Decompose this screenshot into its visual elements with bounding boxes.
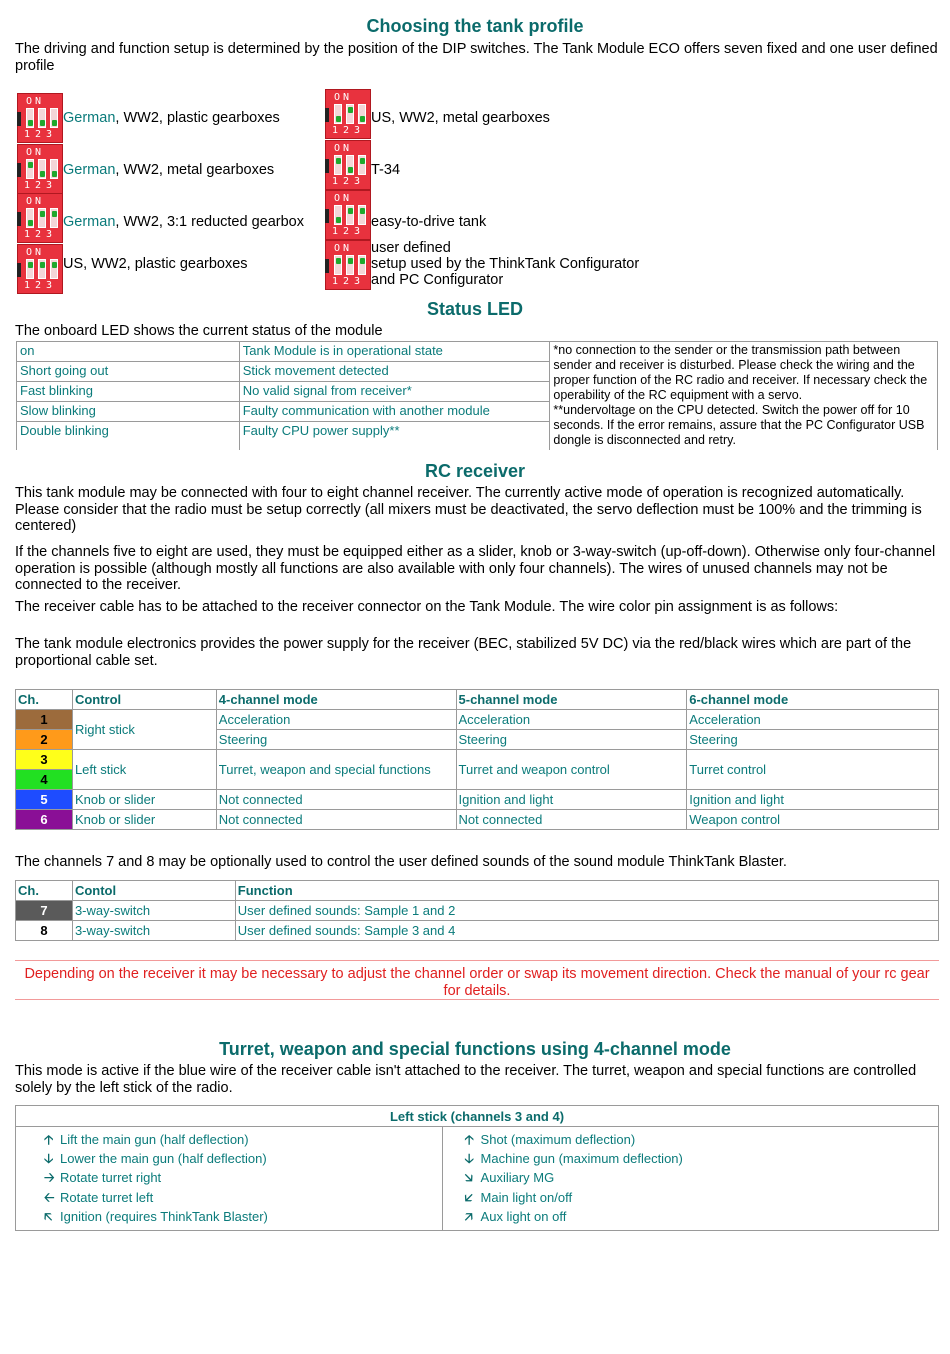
function-cell: User defined sounds: Sample 3 and 4 bbox=[235, 921, 938, 941]
table-row bbox=[17, 342, 938, 362]
rc-paragraph-1: This tank module may be connected with four to eight channel receiver. The currently active mode of operation is recognized automatically. Please consider that the radio must be setup correctly (all mixers must be deactivated, the servo deflection must be 100% and the trimming is centered) bbox=[15, 485, 922, 534]
cell-6ch: Steering bbox=[687, 730, 939, 750]
function-item bbox=[44, 1149, 442, 1168]
led-meaning: Faulty communication with another module bbox=[239, 402, 550, 422]
dip-connector bbox=[17, 163, 21, 177]
left-stick-title: Left stick (channels 3 and 4) bbox=[16, 1106, 939, 1127]
dip-lever bbox=[358, 205, 366, 225]
dip-lever bbox=[346, 205, 354, 225]
profile-text-line: and PC Configurator bbox=[371, 272, 504, 288]
profile-text: US, WW2, plastic gearboxes bbox=[63, 256, 248, 272]
dip-lever bbox=[50, 208, 58, 228]
left-stick-col-left bbox=[16, 1127, 443, 1231]
table-row bbox=[16, 901, 939, 921]
led-meaning: Tank Module is in operational state bbox=[239, 342, 550, 362]
function-label: Rotate turret right bbox=[60, 1170, 162, 1186]
arrow-icon: 🡦 bbox=[464, 1170, 473, 1186]
dip-numbers: 123 bbox=[24, 229, 58, 240]
dip-lever bbox=[38, 159, 46, 179]
profile-label bbox=[63, 162, 274, 178]
dip-on-label: ON bbox=[26, 96, 45, 107]
function-label: Auxiliary MG bbox=[480, 1170, 555, 1186]
cell-4ch: Not connected bbox=[216, 790, 456, 810]
dip-lever bbox=[346, 155, 354, 175]
table-header-row bbox=[16, 1106, 939, 1127]
cell-5ch: Not connected bbox=[456, 810, 687, 830]
dip-switch-icon bbox=[325, 190, 371, 240]
dip-lever bbox=[38, 259, 46, 279]
profile-label bbox=[371, 162, 400, 178]
profile-text: T-34 bbox=[371, 162, 401, 178]
function-cell: User defined sounds: Sample 1 and 2 bbox=[235, 901, 938, 921]
channel-3-cell: 3 bbox=[16, 750, 73, 770]
dip-lever bbox=[334, 104, 342, 124]
profile-label bbox=[63, 256, 248, 272]
control-knob: Knob or slider bbox=[72, 810, 216, 830]
led-state: Fast blinking bbox=[17, 382, 240, 402]
left-stick-table bbox=[15, 1105, 939, 1231]
arrow-icon: 🡡 bbox=[44, 1132, 54, 1147]
dip-lever bbox=[346, 255, 354, 275]
channel-table bbox=[15, 689, 939, 830]
dip-on-label: ON bbox=[334, 193, 353, 204]
function-label: Shot (maximum deflection) bbox=[480, 1132, 636, 1147]
function-item bbox=[44, 1188, 442, 1207]
dip-switch-icon bbox=[325, 89, 371, 139]
function-item bbox=[465, 1168, 938, 1187]
profile-label bbox=[63, 110, 280, 126]
dip-on-label: ON bbox=[334, 143, 353, 154]
cell-5ch: Turret and weapon control bbox=[456, 750, 687, 790]
rc-title: RC receiver bbox=[424, 461, 526, 481]
col-header: Ch. bbox=[16, 690, 73, 710]
col-header: 6-channel mode bbox=[687, 690, 939, 710]
arrow-icon: 🡡 bbox=[464, 1132, 474, 1147]
dip-lever bbox=[50, 108, 58, 128]
status-table bbox=[16, 341, 938, 450]
dip-connector bbox=[325, 159, 329, 173]
arrow-icon: 🡥 bbox=[464, 1208, 473, 1224]
channel-4-cell: 4 bbox=[16, 770, 73, 790]
dip-switch-icon bbox=[17, 144, 63, 194]
cell-6ch: Ignition and light bbox=[687, 790, 939, 810]
dip-lever bbox=[358, 104, 366, 124]
control-cell: 3-way-switch bbox=[72, 921, 235, 941]
function-item bbox=[465, 1149, 938, 1168]
table-row bbox=[16, 750, 939, 770]
profile-text: US, WW2, metal gearboxes bbox=[371, 110, 550, 126]
dip-lever bbox=[334, 155, 342, 175]
table-row bbox=[16, 710, 939, 730]
dip-lever bbox=[50, 259, 58, 279]
cell-6ch: Acceleration bbox=[687, 710, 939, 730]
function-label: Machine gun (maximum deflection) bbox=[480, 1151, 683, 1167]
dip-switch-icon bbox=[17, 244, 63, 294]
dip-numbers: 123 bbox=[332, 276, 366, 287]
function-item bbox=[465, 1188, 938, 1207]
dip-lever bbox=[38, 108, 46, 128]
rc-paragraph-2: If the channels five to eight are used, they must be equipped either as a slider, knob or 3-way-switch (up-off-down). Otherwise only four-channel operation is possible (although mostly all functions are also available with only four channels). The wires of unused channels may not be connected to the receiver. bbox=[15, 544, 936, 593]
profile-intro: The driving and function setup is determined by the position of the DIP switches. The Tank Module ECO offers seven fixed and one user defined profile bbox=[15, 41, 938, 74]
arrow-icon: 🡧 bbox=[464, 1189, 473, 1205]
sound-channel-table bbox=[15, 880, 939, 941]
cell-6ch: Turret control bbox=[687, 750, 939, 790]
dip-switch-icon bbox=[17, 93, 63, 143]
profile-text: , WW2, plastic gearboxes bbox=[115, 110, 280, 126]
col-header: 5-channel mode bbox=[456, 690, 687, 710]
led-note-2: **undervoltage on the CPU detected. Switch the power off for 10 seconds. If the error remains, assure that the PC Configurator USB dongle is disconnected and retry. bbox=[553, 403, 925, 447]
dip-on-label: ON bbox=[334, 243, 353, 254]
led-state: Slow blinking bbox=[17, 402, 240, 422]
table-row bbox=[16, 921, 939, 941]
dip-lever bbox=[26, 159, 34, 179]
profile-text: , WW2, metal gearboxes bbox=[115, 162, 275, 178]
dip-lever bbox=[334, 255, 342, 275]
channel-1-cell: 1 bbox=[16, 710, 73, 730]
profile-text: easy-to-drive tank bbox=[371, 214, 487, 230]
col-header: Contol bbox=[72, 881, 235, 901]
profile-label bbox=[371, 214, 486, 230]
function-label: Lower the main gun (half deflection) bbox=[60, 1151, 267, 1167]
status-intro: The onboard LED shows the current status of the module bbox=[15, 323, 383, 339]
control-left-stick: Left stick bbox=[72, 750, 216, 790]
dip-connector bbox=[17, 112, 21, 126]
dip-lever bbox=[334, 205, 342, 225]
cell-6ch: Weapon control bbox=[687, 810, 939, 830]
table-row bbox=[16, 790, 939, 810]
col-header: Ch. bbox=[16, 881, 73, 901]
dip-on-label: ON bbox=[26, 196, 45, 207]
cell-5ch: Ignition and light bbox=[456, 790, 687, 810]
channel-order-warning: Depending on the receiver it may be necessary to adjust the channel order or swap its movement direction. Check the manual of your rc gear for details. bbox=[15, 960, 939, 1000]
dip-connector bbox=[17, 263, 21, 277]
dip-lever bbox=[26, 259, 34, 279]
cell-4ch: Turret, weapon and special functions bbox=[216, 750, 456, 790]
col-header: 4-channel mode bbox=[216, 690, 456, 710]
dip-numbers: 123 bbox=[24, 280, 58, 291]
channel-7-cell: 7 bbox=[16, 901, 73, 921]
profile-text-line: setup used by the ThinkTank Configurator bbox=[371, 256, 640, 272]
channel-5-cell: 5 bbox=[16, 790, 73, 810]
function-label: Rotate turret left bbox=[60, 1189, 154, 1205]
dip-switch-icon bbox=[325, 240, 371, 290]
dip-lever bbox=[358, 155, 366, 175]
cell-4ch: Acceleration bbox=[216, 710, 456, 730]
function-item bbox=[44, 1168, 442, 1187]
col-header: Control bbox=[72, 690, 216, 710]
col-header: Function bbox=[235, 881, 938, 901]
dip-lever bbox=[358, 255, 366, 275]
table-row bbox=[16, 810, 939, 830]
dip-connector bbox=[325, 108, 329, 122]
led-state: Short going out bbox=[17, 362, 240, 382]
profile-label bbox=[63, 214, 304, 230]
profile-label bbox=[371, 110, 550, 126]
cell-4ch: Steering bbox=[216, 730, 456, 750]
control-cell: 3-way-switch bbox=[72, 901, 235, 921]
dip-lever bbox=[26, 108, 34, 128]
cell-5ch: Acceleration bbox=[456, 710, 687, 730]
dip-connector bbox=[325, 259, 329, 273]
turret-title: Turret, weapon and special functions using 4-channel mode bbox=[219, 1039, 731, 1059]
function-item bbox=[44, 1130, 442, 1149]
cell-4ch: Not connected bbox=[216, 810, 456, 830]
turret-intro: This mode is active if the blue wire of the receiver cable isn't attached to the receiver. The turret, weapon and special functions are controlled solely by the left stick of the radio. bbox=[15, 1063, 917, 1096]
profile-nation: German bbox=[63, 214, 116, 230]
dip-lever bbox=[346, 104, 354, 124]
profile-nation: German bbox=[63, 162, 116, 178]
dip-numbers: 123 bbox=[332, 226, 366, 237]
led-meaning: No valid signal from receiver* bbox=[239, 382, 550, 402]
profile-label bbox=[371, 240, 639, 288]
dip-lever bbox=[26, 208, 34, 228]
function-item bbox=[465, 1130, 938, 1149]
function-label: Main light on/off bbox=[480, 1189, 573, 1205]
arrow-icon: 🡤 bbox=[44, 1208, 53, 1224]
dip-numbers: 123 bbox=[332, 176, 366, 187]
arrow-icon: 🡣 bbox=[464, 1151, 474, 1167]
rc-paragraph-4: The tank module electronics provides the power supply for the receiver (BEC, stabilized 5V DC) via the red/black wires which are part of the proportional cable set. bbox=[15, 636, 912, 669]
profile-text: user defined bbox=[371, 240, 451, 256]
table-row bbox=[16, 1127, 939, 1231]
profile-title: Choosing the tank profile bbox=[366, 16, 584, 36]
function-label: Lift the main gun (half deflection) bbox=[60, 1132, 249, 1147]
function-label: Aux light on off bbox=[480, 1208, 567, 1224]
left-stick-col-right bbox=[442, 1127, 938, 1231]
control-right-stick: Right stick bbox=[72, 710, 216, 750]
cell-5ch: Steering bbox=[456, 730, 687, 750]
dip-on-label: ON bbox=[26, 247, 45, 258]
dip-numbers: 123 bbox=[332, 125, 366, 136]
led-state: on bbox=[17, 342, 240, 362]
dip-numbers: 123 bbox=[24, 180, 58, 191]
dip-numbers: 123 bbox=[24, 129, 58, 140]
dip-on-label: ON bbox=[334, 92, 353, 103]
channel-2-cell: 2 bbox=[16, 730, 73, 750]
dip-connector bbox=[17, 212, 21, 226]
function-label: Ignition (requires ThinkTank Blaster) bbox=[60, 1208, 268, 1224]
dip-connector bbox=[325, 209, 329, 223]
dip-lever bbox=[38, 208, 46, 228]
function-item bbox=[465, 1207, 938, 1226]
status-title: Status LED bbox=[426, 299, 523, 319]
arrow-icon: 🡣 bbox=[44, 1151, 54, 1167]
channel-6-cell: 6 bbox=[16, 810, 73, 830]
dip-switch-icon bbox=[325, 140, 371, 190]
profile-text: , WW2, 3:1 reducted gearbox bbox=[115, 214, 304, 230]
control-knob: Knob or slider bbox=[72, 790, 216, 810]
rc-paragraph-5: The channels 7 and 8 may be optionally used to control the user defined sounds of the sound module ThinkTank Blaster. bbox=[15, 854, 787, 870]
table-header-row bbox=[16, 690, 939, 710]
dip-lever bbox=[50, 159, 58, 179]
profile-nation: German bbox=[63, 110, 116, 126]
rc-paragraph-3: The receiver cable has to be attached to the receiver connector on the Tank Module. The wire color pin assignment is as follows: bbox=[15, 599, 839, 615]
led-state: Double blinking bbox=[17, 422, 240, 451]
dip-on-label: ON bbox=[26, 147, 45, 158]
arrow-icon: 🡠 bbox=[44, 1189, 55, 1205]
led-meaning: Faulty CPU power supply** bbox=[239, 422, 550, 451]
function-item bbox=[44, 1207, 442, 1226]
channel-8-cell: 8 bbox=[16, 921, 73, 941]
arrow-icon: 🡢 bbox=[44, 1170, 55, 1186]
led-notes bbox=[550, 342, 938, 451]
led-meaning: Stick movement detected bbox=[239, 362, 550, 382]
table-header-row bbox=[16, 881, 939, 901]
dip-switch-icon bbox=[17, 193, 63, 243]
led-note-1: *no connection to the sender or the transmission path between sender and receiver is disturbed. Please check the wiring and the proper function of the RC radio and receiver. If necessary check the operability of the RC equipment with a servo. bbox=[553, 343, 928, 402]
